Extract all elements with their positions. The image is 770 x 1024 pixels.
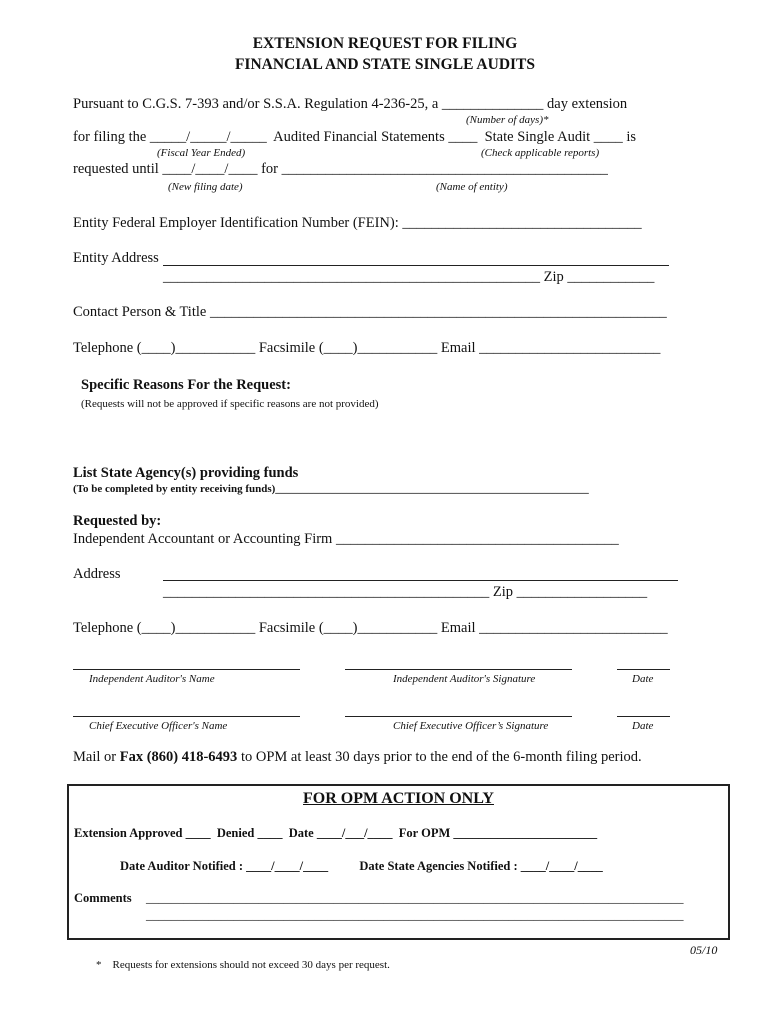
firm-address-line[interactable] xyxy=(163,580,678,581)
ceo-signature-line[interactable] xyxy=(345,716,572,717)
fax-number: Fax (860) 418-6493 xyxy=(119,749,238,765)
mail-instruction xyxy=(73,749,642,766)
entity-phone-fax-email[interactable]: Telephone (____)___________ Facsimile (____)___________ Email _________________________ xyxy=(73,340,661,356)
contact-person-field[interactable]: Contact Person & Title _______________________________________________________________ xyxy=(73,304,667,320)
intro-line-2: for filing the _____/_____/_____ Audited Financial Statements ____ State Single Audit ____ is xyxy=(73,129,637,145)
requested-by-label: Requested by: xyxy=(73,513,162,529)
opm-comments-line-1[interactable]: ______________________________________________________________________________________ xyxy=(146,891,684,905)
opm-comments-line-2[interactable]: ______________________________________________________________________________________ xyxy=(146,908,684,922)
ceo-name-caption: Chief Executive Officer's Name xyxy=(89,720,228,732)
ceo-date-line[interactable] xyxy=(617,716,670,717)
hint-fiscal-year: (Fiscal Year Ended) xyxy=(157,147,246,159)
page-title-line1: EXTENSION REQUEST FOR FILING xyxy=(252,35,518,52)
form-version: 05/10 xyxy=(690,943,718,957)
opm-notified-row[interactable]: Date Auditor Notified : ____/____/____ Date State Agencies Notified : ____/____/____ xyxy=(120,859,603,873)
auditor-signature-line[interactable] xyxy=(345,669,572,670)
auditor-name-caption: Independent Auditor's Name xyxy=(89,673,215,685)
auditor-date-line[interactable] xyxy=(617,669,670,670)
mail-suffix: to OPM at least 30 days prior to the end of the 6-month filing period. xyxy=(237,749,642,765)
page-title-line2: FINANCIAL AND STATE SINGLE AUDITS xyxy=(234,56,536,73)
auditor-name-line[interactable] xyxy=(73,669,300,670)
entity-address-label: Entity Address xyxy=(73,250,159,266)
hint-new-filing-date: (New filing date) xyxy=(168,181,243,193)
opm-approval-row[interactable]: Extension Approved ____ Denied ____ Date ____/___/____ For OPM _______________________ xyxy=(74,826,598,840)
state-agencies-label: List State Agency(s) providing funds xyxy=(73,465,299,481)
firm-zip-line[interactable]: _____________________________________________ Zip __________________ xyxy=(163,584,648,600)
specific-reasons xyxy=(73,358,379,412)
intro-line-1: Pursuant to C.G.S. 7-393 and/or S.S.A. Regulation 4-236-25, a ______________ day extension xyxy=(73,96,628,112)
firm-phone-fax-email[interactable]: Telephone (____)___________ Facsimile (____)___________ Email __________________________ xyxy=(73,620,668,636)
footnote: * Requests for extensions should not exceed 30 days per request. xyxy=(96,959,390,971)
intro-line-3: requested until ____/____/____ for _____________________________________________ xyxy=(73,161,608,177)
entity-address-line[interactable] xyxy=(163,265,669,266)
opm-action-box xyxy=(67,784,730,940)
hint-entity-name: (Name of entity) xyxy=(436,181,508,193)
ceo-signature-caption: Chief Executive Officer’s Signature xyxy=(393,720,549,732)
mail-prefix: Mail or xyxy=(73,749,120,765)
hint-number-of-days: (Number of days)* xyxy=(466,114,549,126)
opm-title: FOR OPM ACTION ONLY xyxy=(303,790,494,807)
entity-zip-line[interactable]: ____________________________________________________ Zip ____________ xyxy=(163,269,655,285)
state-agencies-field[interactable]: (To be completed by entity receiving funds)_________________________________________________________ xyxy=(73,483,589,495)
hint-applicable-reports: (Check applicable reports) xyxy=(481,147,600,159)
firm-address-label: Address xyxy=(73,566,121,582)
specific-reasons-note: (Requests will not be approved if specific reasons are not provided) xyxy=(81,398,379,410)
specific-reasons-label: Specific Reasons For the Request: xyxy=(81,377,291,393)
fein-field[interactable]: Entity Federal Employer Identification Number (FEIN): _________________________________ xyxy=(73,215,642,231)
opm-comments-label: Comments xyxy=(74,891,132,905)
accounting-firm-field[interactable]: Independent Accountant or Accounting Firm _______________________________________ xyxy=(73,531,619,547)
ceo-date-caption: Date xyxy=(632,720,654,732)
ceo-name-line[interactable] xyxy=(73,716,300,717)
auditor-signature-caption: Independent Auditor's Signature xyxy=(393,673,536,685)
auditor-date-caption: Date xyxy=(632,673,654,685)
